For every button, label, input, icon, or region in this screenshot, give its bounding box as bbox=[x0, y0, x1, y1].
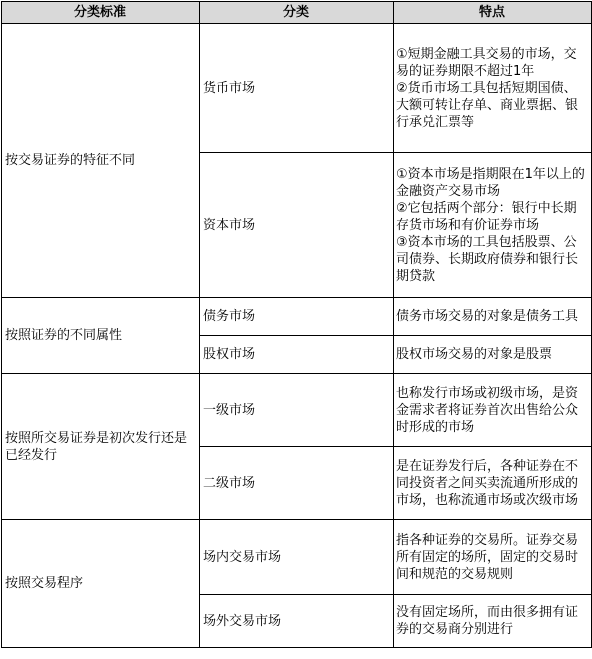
features-cell bbox=[394, 520, 592, 595]
features-cell bbox=[394, 374, 592, 447]
criterion-cell: 按照所交易证券是初次发行还是已经发行 bbox=[2, 374, 200, 520]
category-cell: 货币市场 bbox=[200, 24, 394, 153]
header-category: 分类 bbox=[200, 2, 394, 24]
feature-text: 是在证券发行后，各种证券在不同投资者之间买卖流通所形成的市场，也称流通市场或次级市场 bbox=[396, 458, 579, 508]
feature-text: 没有固定场所，而由很多拥有证券的交易商分别进行 bbox=[396, 605, 579, 637]
criterion-cell: 按交易证券的特征不同 bbox=[2, 24, 200, 298]
category-cell: 场外交易市场 bbox=[200, 595, 394, 648]
feature-text: 股权市场交易的对象是股票 bbox=[396, 347, 553, 362]
category-cell: 场内交易市场 bbox=[200, 520, 394, 595]
category-cell: 债务市场 bbox=[200, 298, 394, 336]
feature-text: ②货币市场工具包括短期国债、大额可转让存单、商业票据、银行承兑汇票等 bbox=[396, 80, 579, 130]
header-row bbox=[2, 2, 592, 24]
criterion-cell: 按照交易程序 bbox=[2, 520, 200, 648]
criterion-cell: 按照证券的不同属性 bbox=[2, 298, 200, 374]
feature-text: 债务市场交易的对象是债务工具 bbox=[396, 309, 579, 324]
header-features: 特点 bbox=[394, 2, 592, 24]
header-criterion: 分类标准 bbox=[2, 2, 200, 24]
market-classification-table bbox=[1, 1, 592, 648]
feature-text: 也称发行市场或初级市场，是资金需求者将证券首次出售给公众时形成的市场 bbox=[396, 385, 579, 435]
feature-text: ③资本市场的工具包括股票、公司债券、长期政府债券和银行长期贷款 bbox=[396, 234, 579, 284]
table-row bbox=[2, 298, 592, 336]
features-cell bbox=[394, 153, 592, 298]
category-cell: 资本市场 bbox=[200, 153, 394, 298]
features-cell bbox=[394, 447, 592, 520]
table-row bbox=[2, 24, 592, 153]
table-row bbox=[2, 374, 592, 447]
category-cell: 一级市场 bbox=[200, 374, 394, 447]
features-cell bbox=[394, 336, 592, 374]
category-cell: 股权市场 bbox=[200, 336, 394, 374]
features-cell bbox=[394, 298, 592, 336]
feature-text: ①短期金融工具交易的市场，交易的证券期限不超过1年 bbox=[396, 46, 577, 79]
table-row bbox=[2, 520, 592, 595]
category-cell: 二级市场 bbox=[200, 447, 394, 520]
feature-text: 指各种证券的交易所。证券交易所有固定的场所，固定的交易时间和规范的交易规则 bbox=[396, 532, 579, 582]
feature-text: ①资本市场是指期限在1年以上的金融资产交易市场 bbox=[396, 166, 585, 199]
features-cell bbox=[394, 595, 592, 648]
features-cell bbox=[394, 24, 592, 153]
feature-text: ②它包括两个部分：银行中长期存货市场和有价证券市场 bbox=[396, 200, 577, 233]
